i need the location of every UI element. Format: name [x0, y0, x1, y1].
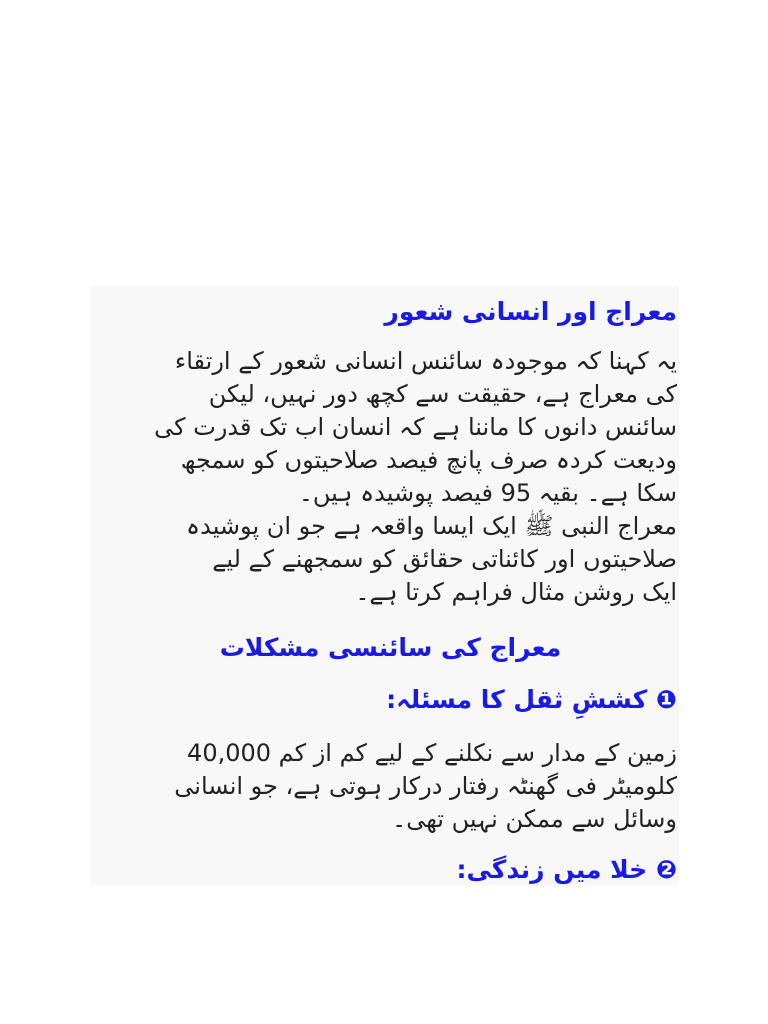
- intro-line: کی معراج ہے، حقیقت سے کچھ دور نہیں، لیکن: [208, 380, 677, 408]
- intro-line: ایک روشن مثال فراہم کرتا ہے۔: [355, 578, 677, 606]
- intro-line: سکا ہے۔ بقیہ 95 فیصد پوشیدہ ہیں۔: [298, 479, 677, 507]
- article-title: معراج اور انسانی شعور: [384, 297, 677, 326]
- intro-line: معراج النبی ﷺ ایک ایسا واقعہ ہے جو ان پوشیدہ: [186, 512, 677, 540]
- section-title: معراج کی سائنسی مشکلات: [219, 633, 562, 662]
- problem-1-line: کلومیٹر فی گھنٹہ رفتار درکار ہوتی ہے، جو انسانی: [174, 772, 677, 800]
- problem-1-line: وسائل سے ممکن نہیں تھی۔: [392, 805, 677, 833]
- intro-line: یہ کہنا کہ موجودہ سائنس انسانی شعور کے ارتقاء: [174, 347, 677, 375]
- article-card: [90, 286, 679, 885]
- problem-2-title: ❷ خلا میں زندگی:: [456, 855, 677, 884]
- problem-1-title: ❶ کششِ ثقل کا مسئلہ:: [386, 685, 677, 714]
- intro-line: سائنس دانوں کا ماننا ہے کہ انسان اب تک قدرت کی: [154, 413, 677, 441]
- intro-paragraph: [96, 345, 677, 609]
- intro-line: ودیعت کردہ صرف پانچ فیصد صلاحیتوں کو سمجھ: [180, 446, 677, 474]
- problem-1-line: زمین کے مدار سے نکلنے کے لیے کم از کم 40,000: [187, 739, 677, 767]
- problem-1-paragraph: [90, 737, 677, 836]
- intro-line: صلاحیتوں اور کائناتی حقائق کو سمجھنے کے لیے: [212, 545, 677, 573]
